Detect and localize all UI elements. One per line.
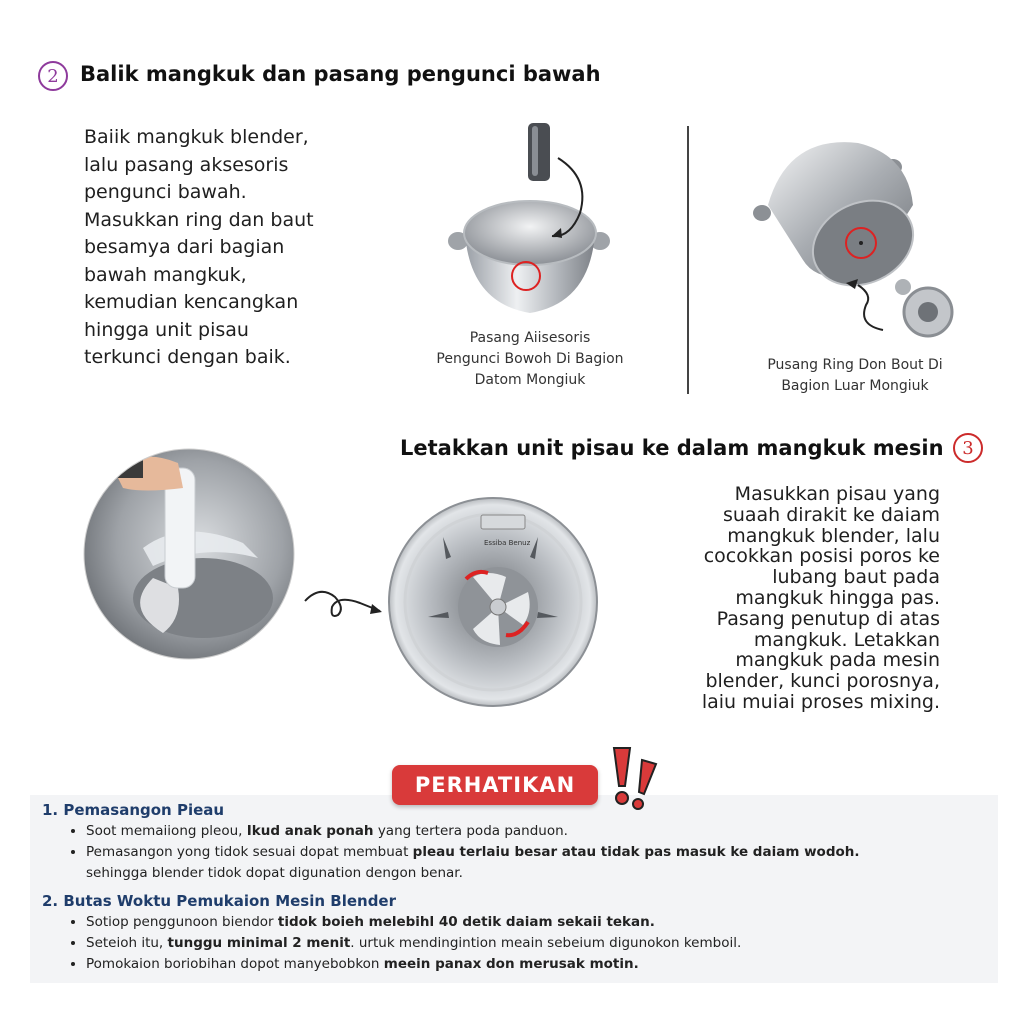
step-2-instructions [84,124,344,372]
text-line: kemudian kencangkan [84,291,299,313]
vertical-divider [687,126,689,394]
notice-list [42,912,982,975]
caption-line: Bagion Luar Mongiuk [781,378,929,394]
list-item: • Seteioh itu, tunggu minimal 2 menit. urtuk mendingintion meain sebeium digunokon kemboil. [86,933,982,954]
notice-section-title: 2. Butas Woktu Pemukaion Mesin Blender [42,892,397,910]
step-3-number: 3 [953,433,983,463]
notice-list [42,821,982,884]
text-line: Pasang penutup di atas [716,607,940,630]
text-line: blender, kunci porosnya, [705,670,940,693]
text-line: mangkuk pada mesin [735,649,940,672]
text-line: pengunci bawah. [84,181,247,203]
list-item: • Sotiop penggunoon biendor tidok boieh melebihl 40 detik daiam sekaii tekan. [86,912,982,933]
bowl-top-view-photo [388,497,598,707]
list-item: • Soot memaiiong pleou, Ikud anak ponah yang tertera poda panduon. [86,821,982,842]
text-line: bawah mangkuk, [84,263,247,286]
notice-badge: PERHATIKAN [392,765,598,805]
list-item: sehingga blender tidok dopat digunation dengon benar. [86,865,463,881]
text-line: besamya dari bagian [84,236,285,258]
list-item: • Pemasangon yong tidok sesuai dopat membuat pleau terlaiu besar atau tidak pas masuk ke daiam wodoh. [86,842,982,863]
caption-line: Pasang Aiisesoris [469,330,591,346]
swirl-arrow-icon [300,583,390,628]
caption-line: Pengunci Bowoh Di Bagion [436,351,624,367]
notice-section-title: 1. Pemasangon Pieau [42,801,225,819]
step-3-title: Letakkan unit pisau ke dalam mangkuk mesin [400,436,944,460]
text-line: mangkuk. Letakkan [753,628,940,651]
text-line: Baiik mangkuk blender, [84,126,309,148]
text-line: suaah dirakit ke daiam [722,503,940,526]
caption-outside [745,355,965,397]
bowl-label: Essiba Benuz [484,539,531,547]
step-3-instructions [640,484,940,713]
notice-box [30,795,998,983]
text-line: Masukkan ring dan baut [84,208,314,231]
step-2-title: Balik mangkuk dan pasang pengunci bawah [80,62,601,86]
text-line: terkunci dengan baik. [84,346,291,368]
text-line: lubang baut pada [772,566,940,589]
text-line: Masukkan pisau yang [734,483,940,505]
text-line: cocokkan posisi poros ke [703,545,940,568]
step-2-number: 2 [38,61,68,91]
blade-insert-photo [83,448,295,660]
list-item: • Pomokaion boriobihan dopot manyebobkon meein panax don merusak motin. [86,954,982,975]
text-line: mangkuk hingga pas. [735,586,940,609]
caption-line: Datom Mongiuk [474,372,586,388]
text-line: mangkuk blender, lalu [727,524,940,547]
caption-inside [420,328,640,391]
bowl-inside-illustration [440,118,620,318]
text-line: hingga unit pisau [84,318,249,341]
lock-bolt [528,123,550,181]
text-line: laiu muiai proses mixing. [701,690,940,713]
text-line: lalu pasang aksesoris [84,153,289,176]
bowl-outside-illustration [748,135,958,345]
exclamation-icon [606,744,660,810]
caption-line: Pusang Ring Don Bout Di [767,357,943,373]
